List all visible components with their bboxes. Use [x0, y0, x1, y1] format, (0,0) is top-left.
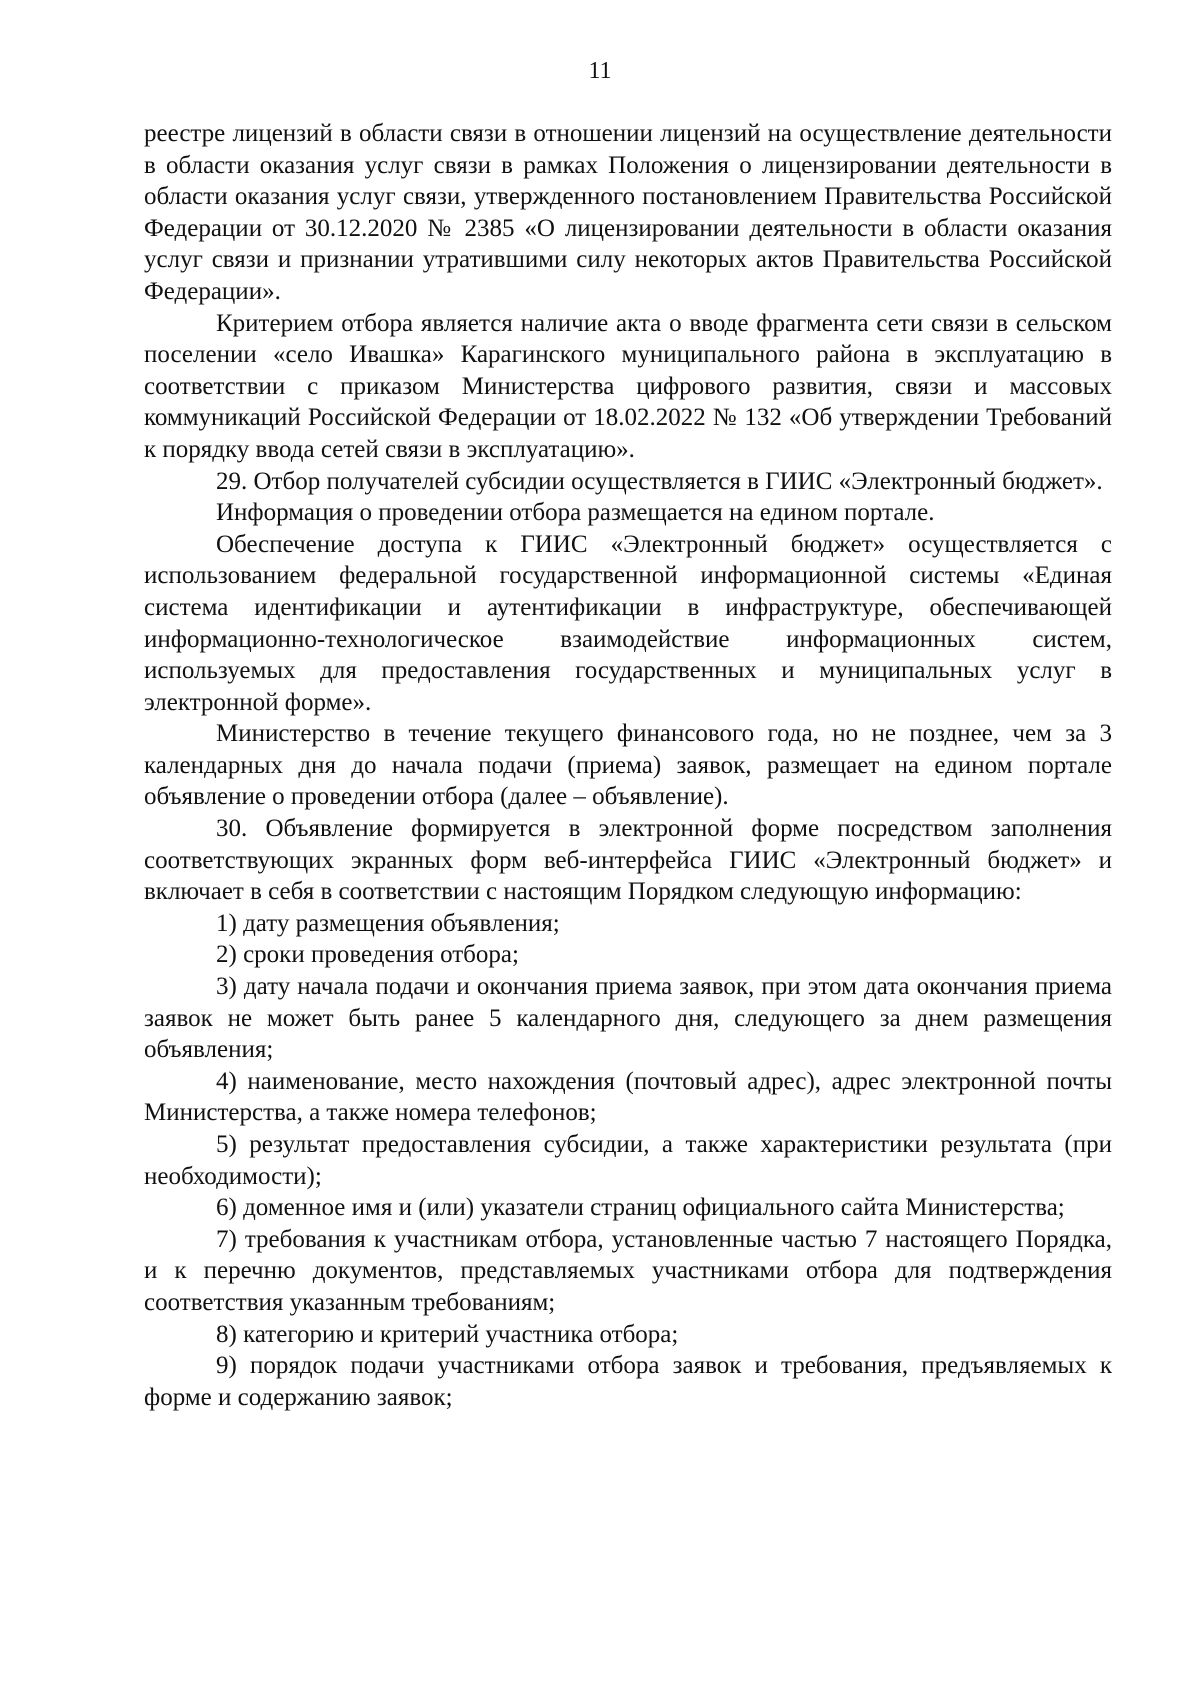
list-item-9: 9) порядок подачи участниками отбора заявок и требования, предъявляемых к форме и содержанию заявок;	[144, 1352, 1112, 1411]
paragraph-portal-info: Информация о проведении отбора размещается на едином портале.	[216, 499, 935, 527]
paragraph-continuation: реестре лицензий в области связи в отношении лицензий на осуществление деятельности в области оказания услуг связи в рамках Положения о лицензировании деятельности в области оказания услуг связи, утвержденного постановлением Правительства Российской Федерации от 30.12.2020 № 2385 «О лицензировании деятельности в области оказания услуг связи и признании утратившими силу некоторых актов Правительства Российской Федерации».	[144, 120, 1112, 305]
paragraph-ministry-announcement: Министерство в течение текущего финансового года, но не позднее, чем за 3 календарных дня до начала подачи (приема) заявок, размещает на едином портале объявление о проведении отбора (далее – объявление).	[144, 720, 1112, 811]
list-item-8: 8) категорию и критерий участника отбора;	[216, 1320, 679, 1348]
list-item-7: 7) требования к участникам отбора, установленные частью 7 настоящего Порядка, и к перечню документов, представляемых участниками отбора для подтверждения соответствия указанным требованиям;	[144, 1225, 1112, 1316]
list-item-1: 1) дату размещения объявления;	[216, 909, 560, 937]
list-item-4: 4) наименование, место нахождения (почтовый адрес), адрес электронной почты Министерства, а также номера телефонов;	[144, 1067, 1112, 1127]
list-item-5: 5) результат предоставления субсидии, а также характеристики результата (при необходимости);	[144, 1131, 1112, 1190]
list-item-2: 2) сроки проведения отбора;	[216, 941, 519, 969]
paragraph-30: 30. Объявление формируется в электронной форме посредством заполнения соответствующих экранных форм веб-интерфейса ГИИС «Электронный бюджет» и включает в себя в соответствии с настоящим Порядком следующую информацию:	[144, 815, 1112, 906]
paragraph-29: 29. Отбор получателей субсидии осуществляется в ГИИС «Электронный бюджет».	[216, 467, 1103, 495]
paragraph-selection-criterion: Критерием отбора является наличие акта о вводе фрагмента сети связи в сельском поселении «село Ивашка» Карагинского муниципального района в эксплуатацию в соответствии с приказом Министерства цифрового развития, связи и массовых коммуникаций Российской Федерации от 18.02.2022 № 132 «Об утверждении Требований к порядку ввода сетей связи в эксплуатацию».	[144, 309, 1112, 463]
page-number: 11	[588, 58, 612, 84]
list-item-6: 6) доменное имя и (или) указатели страниц официального сайта Министерства;	[216, 1194, 1065, 1222]
document-body	[144, 118, 1112, 1413]
list-item-3: 3) дату начала подачи и окончания приема заявок, при этом дата окончания приема заявок не может быть ранее 5 календарного дня, следующего за днем размещения объявления;	[144, 973, 1112, 1064]
paragraph-access: Обеспечение доступа к ГИИС «Электронный бюджет» осуществляется с использованием федеральной государственной информационной системы «Единая система идентификации и аутентификации в инфраструктуре, обеспечивающей информационно-технологическое взаимодействие информационных систем, используемых для предоставления государственных и муниципальных услуг в электронной форме».	[144, 530, 1112, 716]
